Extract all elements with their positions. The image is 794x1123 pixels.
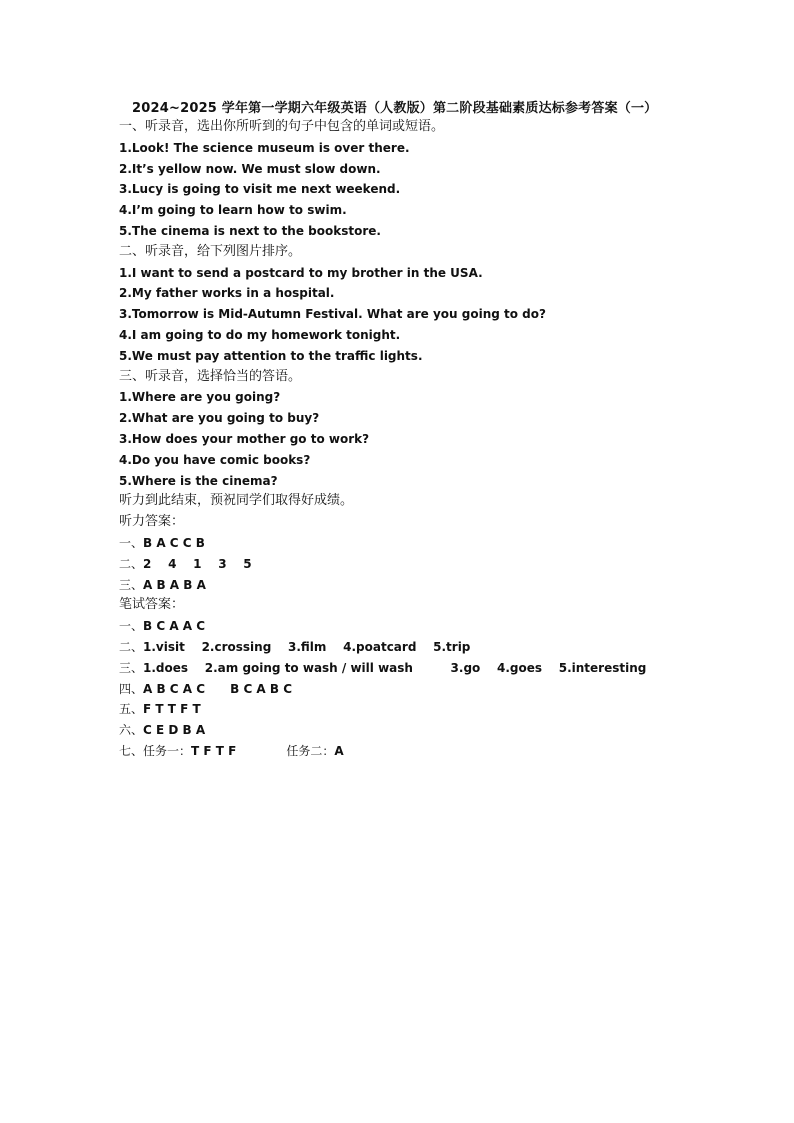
answer-row — [119, 699, 739, 720]
script-line: 2.It’s yellow now. We must slow down. — [119, 161, 381, 176]
written-answers-heading: 笔试答案： — [119, 597, 185, 613]
task2-value: A — [334, 743, 344, 758]
answer-label: 三、 — [119, 660, 144, 675]
answer-value: A B C A C B C A B C — [143, 681, 293, 696]
answer-label: 一、 — [119, 535, 144, 550]
answer-value: 1.visit 2.crossing 3.film 4.poatcard 5.trip — [143, 639, 471, 654]
answer-label: 一、 — [119, 619, 144, 634]
answer-row — [119, 679, 739, 700]
answer-label: 五、 — [119, 702, 144, 717]
script-line: 5.We must pay attention to the traffic lights. — [119, 348, 423, 363]
script-line: 2.What are you going to buy? — [119, 411, 320, 426]
task-answer-row — [119, 741, 739, 762]
script-line: 3.How does your mother go to work? — [119, 431, 370, 446]
answer-label: 二、 — [119, 639, 144, 654]
answer-row — [119, 720, 739, 741]
answer-value: B A C C B — [143, 535, 205, 550]
listening-ending: 听力到此结束，预祝同学们取得好成绩。 — [119, 493, 354, 509]
script-line: 5.The cinema is next to the bookstore. — [119, 223, 381, 238]
listening-answers-heading: 听力答案： — [119, 514, 185, 530]
script-line: 4.Do you have comic books? — [119, 452, 311, 467]
section-heading-3: 三、听录音，选择恰当的答语。 — [119, 368, 302, 384]
section-heading-2: 二、听录音，给下列图片排序。 — [119, 243, 302, 259]
answer-row — [119, 658, 739, 679]
answer-label: 二、 — [119, 556, 144, 571]
document-body — [119, 117, 739, 762]
script-line: 4.I am going to do my homework tonight. — [119, 327, 401, 342]
section-heading-1: 一、听录音，选出你所听到的句子中包含的单词或短语。 — [119, 119, 445, 134]
script-line: 1.I want to send a postcard to my brother in the USA. — [119, 265, 483, 280]
answer-row — [119, 616, 739, 637]
answer-label: 六、 — [119, 723, 144, 738]
script-line: 4.I’m going to learn how to swim. — [119, 203, 347, 218]
script-line: 1.Look! The science museum is over there. — [119, 140, 410, 155]
document-title: 2024~2025 学年第一学期六年级英语（人教版）第二阶段基础素质达标参考答案（一） — [132, 101, 658, 116]
task1-value: T F T F — [191, 743, 237, 758]
answer-value: B C A A C — [143, 619, 206, 634]
answer-value: C E D B A — [143, 723, 206, 738]
answer-row — [119, 637, 739, 658]
answer-value: 1.does 2.am going to wash / will wash 3.go 4.goes 5.interesting — [143, 660, 647, 675]
script-line: 3.Tomorrow is Mid-Autumn Festival. What are you going to do? — [119, 307, 546, 322]
script-line: 1.Where are you going? — [119, 390, 281, 405]
answer-label: 三、 — [119, 577, 144, 592]
task2-label: 任务二： — [286, 743, 335, 758]
answer-row — [119, 554, 739, 575]
answer-row — [119, 533, 739, 554]
answer-label: 七、 — [119, 743, 144, 758]
script-line: 2.My father works in a hospital. — [119, 286, 335, 301]
answer-value: 2 4 1 3 5 — [143, 556, 252, 571]
answer-value: A B A B A — [143, 577, 206, 592]
answer-value: F T T F T — [143, 702, 201, 717]
script-line: 3.Lucy is going to visit me next weekend. — [119, 182, 401, 197]
task1-label: 任务一： — [143, 743, 192, 758]
answer-row — [119, 575, 739, 596]
answer-label: 四、 — [119, 681, 144, 696]
script-line: 5.Where is the cinema? — [119, 473, 278, 488]
